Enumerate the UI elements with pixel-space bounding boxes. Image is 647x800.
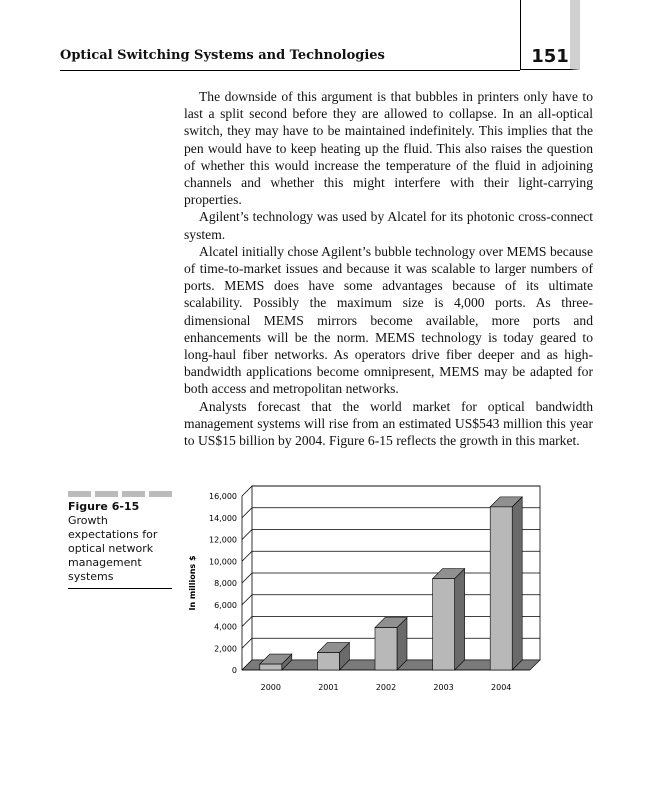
y-tick-label: 14,000	[209, 513, 237, 523]
y-axis-label: In millions $	[188, 555, 197, 611]
y-tick-label: 2,000	[214, 644, 237, 654]
y-tick-label: 6,000	[214, 600, 237, 610]
bar	[375, 628, 397, 670]
gridline-depth	[242, 595, 252, 605]
figure-label: Figure 6-15	[68, 500, 140, 513]
gridline-depth	[242, 486, 252, 496]
page-number: 151	[531, 46, 569, 67]
paragraph: Agilent’s technology was used by Alcatel for its photonic cross-connect system.	[184, 209, 593, 242]
gridline-depth	[242, 508, 252, 518]
gridline-depth	[242, 638, 252, 648]
bar	[433, 579, 455, 670]
paragraph: Analysts forecast that the world market for optical bandwidth management systems will rise from an estimated US$543 million this year to US$15 billion by 2004. Figure 6-15 reflects the growth in this market.	[184, 398, 593, 449]
paragraph: Alcatel initially chose Agilent’s bubble technology over MEMS because of time-to-market issues and because it was scalable to larger numbers of ports. MEMS does have some advantages because of its ultimate scalability. Possibly the maximum size is 4,000 ports. As three-dimensional MEMS mirrors become available, more ports and enhancements will be the norm. MEMS technology is today geared to long-haul fiber networks. As operators drive fiber deeper and as high-bandwidth applications become omnipresent, MEMS may be adapted for both access and metropolitan networks.	[184, 243, 593, 397]
y-tick-label: 4,000	[214, 622, 237, 632]
bar	[490, 507, 512, 670]
gridline-depth	[242, 617, 252, 627]
bar	[260, 664, 282, 670]
bar-side	[455, 569, 465, 670]
x-tick-label: 2000	[260, 683, 281, 692]
bar	[317, 653, 339, 670]
bar-side	[512, 497, 522, 670]
y-tick-label: 10,000	[209, 557, 237, 567]
y-tick-label: 0	[231, 666, 237, 675]
header-rule	[60, 70, 520, 71]
y-tick-label: 12,000	[209, 535, 237, 545]
x-tick-label: 2004	[491, 683, 512, 692]
figure-rule	[68, 588, 172, 589]
gridline-depth	[242, 573, 252, 583]
figure-marker	[68, 491, 172, 497]
y-tick-label: 16,000	[209, 492, 237, 501]
gridline-depth	[242, 530, 252, 540]
x-tick-label: 2002	[375, 683, 397, 692]
x-tick-label: 2001	[318, 683, 339, 692]
figure-caption	[68, 500, 172, 584]
growth-bar-chart	[185, 485, 565, 700]
gridline-depth	[242, 551, 252, 561]
y-tick-label: 8,000	[214, 579, 237, 588]
body-text	[184, 88, 593, 449]
chart-bars	[260, 497, 522, 670]
running-title: Optical Switching Systems and Technologies	[60, 48, 385, 63]
paragraph: The downside of this argument is that bubbles in printers only have to last a split second before they are allowed to collapse. In an all-optical switch, they may have to be maintained indefinitely. This implies that the pen would have to keep heating up the fluid. This also raises the question of whether this would increase the temperature of the fluid in adjoining channels and whether this might interfere with their light-carrying properties.	[184, 89, 593, 208]
x-tick-label: 2003	[433, 683, 454, 692]
figure-caption-text: Growth expectations for optical network management systems	[68, 514, 158, 583]
